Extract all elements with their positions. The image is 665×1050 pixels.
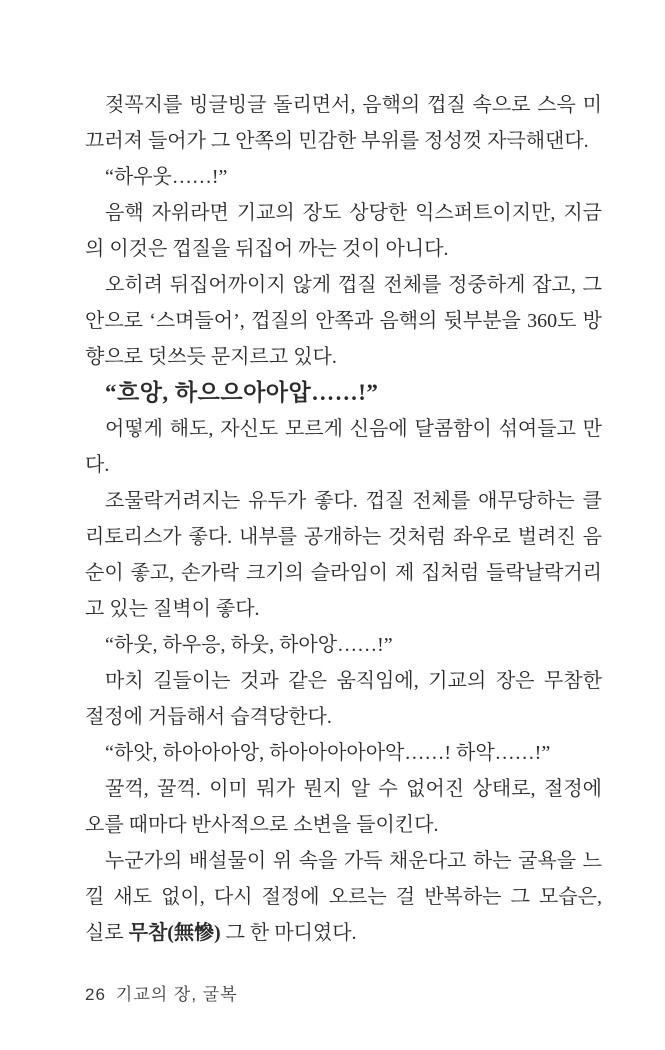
text-line: 의 이것은 껍질을 뒤집어 까는 것이 아니다. [85, 238, 449, 260]
text-line: “하웃, 하우응, 하웃, 하아앙……!” [105, 634, 393, 656]
text-body [85, 87, 602, 951]
text-line: 다. [85, 454, 110, 476]
text-line: 꿀꺽, 꿀꺽. 이미 뭐가 뭔지 알 수 없어진 상태로, 절정에 [105, 778, 602, 800]
chapter-title: 기교의 장, 굴복 [115, 985, 238, 1004]
text-line: 오를 때마다 반사적으로 소변을 들이킨다. [85, 814, 439, 836]
text-line: 젖꼭지를 빙글빙글 돌리면서, 음핵의 껍질 속으로 스윽 미 [105, 94, 602, 116]
text-line: 오히려 뒤집어까이지 않게 껍질 전체를 정중하게 잡고, 그 [105, 274, 602, 296]
page-number: 26 [85, 985, 106, 1004]
text-line: 음핵 자위라면 기교의 장도 상당한 익스퍼트이지만, 지금 [105, 202, 602, 224]
text-line: 실로 무참(無慘) 그 한 마디였다. [85, 922, 357, 944]
text-line: 절정에 거듭해서 습격당한다. [85, 706, 332, 728]
text-line: 마치 길들이는 것과 같은 움직임에, 기교의 장은 무참한 [105, 670, 602, 692]
bold-text: 무참(無慘) [128, 922, 221, 944]
text-line: 안으로 ‘스며들어’, 껍질의 안쪽과 음핵의 뒷부분을 360도 방 [85, 310, 602, 332]
page-footer [85, 984, 238, 1006]
emphasis-line: “흐앙, 하으으아아압……!” [105, 380, 379, 405]
text-line: 리토리스가 좋다. 내부를 공개하는 것처럼 좌우로 벌려진 음 [85, 526, 602, 548]
text-line: 향으로 덧쓰듯 문지르고 있다. [85, 346, 337, 368]
text-line: 조물락거려지는 유두가 좋다. 껍질 전체를 애무당하는 클 [105, 490, 602, 512]
text-line: “하앗, 하아아아앙, 하아아아아아악……! 하악……!” [105, 742, 551, 764]
text-line: 낄 새도 없이, 다시 절정에 오르는 걸 반복하는 그 모습은, [85, 886, 602, 908]
text-line: 끄러져 들어가 그 안쪽의 민감한 부위를 정성껏 자극해댄다. [85, 130, 589, 152]
text-line: 고 있는 질벽이 좋다. [85, 598, 260, 620]
text-line: 어떻게 해도, 자신도 모르게 신음에 달콤함이 섞여들고 만 [105, 418, 602, 440]
text-line: 순이 좋고, 손가락 크기의 슬라임이 제 집처럼 들락날락거리 [85, 562, 602, 584]
text-line: “하우웃……!” [105, 166, 228, 188]
text-line: 누군가의 배설물이 위 속을 가득 채운다고 하는 굴욕을 느 [105, 850, 602, 872]
